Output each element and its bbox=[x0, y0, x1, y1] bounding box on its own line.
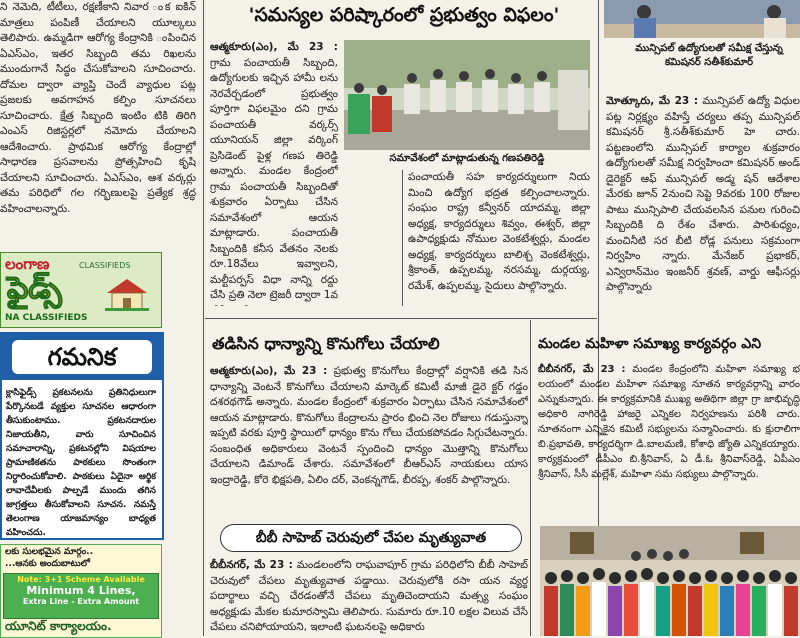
women-headline: మండల మహిళా సమాఖ్య కార్యవర్గం ఎని bbox=[538, 336, 762, 352]
rates-line1: లకు సులభమైన మార్గం.. bbox=[5, 547, 94, 557]
women-group-photo bbox=[540, 526, 800, 636]
main-dateline: ఆత్మకూరు(ఎం), మే 23 : bbox=[210, 41, 338, 53]
main-body-col1: గ్రామ పంచాయతీ సిబ్బంది, ఉద్యోగులకు ఇచ్చిన హామీ లను నెరవేర్చడంలో ప్రభుత్వం పూర్తిగా విఫలమైం దని గ్రామ పంచాయతీ వర్కర్స్ యూనియన్ జిల్లా వర్కింగ్ ప్రెసిడెంట్ పైళ్ల గణప తిరెడ్డి అన్నారు. మండల కేంద్రంలో గ్రామ పంచాయతీ సిబ్బందితో శుక్రవారం ఏర్పాటు చేసిన సమావేశంలో ఆయన మాట్లాడారు. పంచాయతీ సిబ్బందికి కనీస వేతనం నెలకు రూ.18వేలు ఇవ్వాలని, మల్టీపర్పస్ విధా నాన్ని రద్దు చేసి ప్రతి నెలా ట్రెజరీ ద్వారా 1వ bbox=[210, 56, 338, 301]
notice-title: గమనిక bbox=[12, 340, 152, 374]
grain-headline: తడిసిన ధాన్యాన్ని కొనుగోలు చేయాలి bbox=[212, 334, 440, 353]
fish-article bbox=[210, 558, 528, 636]
rates-note-box bbox=[3, 573, 159, 619]
column-divider bbox=[402, 170, 403, 306]
column-divider bbox=[203, 0, 204, 636]
rates-note: Note: 3+1 Scheme Available bbox=[17, 575, 145, 584]
fish-dateline: బీబీనగర్, మే 23 : bbox=[210, 559, 293, 571]
commissioner-article bbox=[606, 94, 800, 320]
main-body-col2: పంచాయతీ సహ కార్యదర్శులుగా నియ మించి ఉద్యోగ భద్రత కల్పించాలన్నారు. సంఘం రాష్ట్ర కన్వీనర్ యాదమ్మ, జిల్లా అధ్యక్ష, కార్యదర్శులు శివ్వం, ఈశ్వర్, జిల్లా ఉపాధ్యక్షుడు నోముల వెంకటేశ్వర్లు, మండల అధ్యక్ష, కార్యదర్శులు బాలిశ్చ వెంకటేశ్వర్లు, శ్రీకాంత్, ఉప్పలమ్మ, నరసమ్మ, దుర్గయ్య, రమేశ్, ఉప్పలమ్మ, సైదులు పాల్గొన్నారు. bbox=[408, 171, 590, 292]
women-article bbox=[538, 362, 800, 522]
rates-line2: ...ఆనకు అందుబాటులో bbox=[5, 559, 90, 569]
house-icon bbox=[105, 277, 149, 311]
main-headline: 'సమస్యల పరిష్కారంలో ప్రభుత్వం విఫలం' bbox=[248, 4, 560, 26]
women-body: మండల కేంద్రంలోని మహిళా సమాఖ్య భ లయంలో మండల మహిళా సమాఖ్య నూతన కార్యవర్గాన్ని వారం ఎన్నుకున్నారు. ఈ కార్యక్రమానికి ముఖ్య అతిథిగా జిల్లా గ్రా జాభివృద్ధి అధికారి నాగిరెడ్డి హాజరై ఎన్నికల నిర్వహణను పరిశీ చారు. నూతనంగా ఎన్నికైన కమిటీ సభ్యులను సన్మానించారు. కు క్షురాలిగా బి.ప్రభావతి, కార్యదర్శిగా డి.బాలమణి, కోశాధి జ్యోతి ఎన్నికయ్యారు. కార్యక్రమంలో డీపీఎం బి.శ్రీనివాస్, ఏ డీ.ఓ శ్రీనివాస్‌రెడ్డి, ఏపీఎం శ్రీనివాస్, సీసీ మల్లేశ్, మహిళా సమ సభ్యులు పాల్గొన్నారు. bbox=[538, 364, 800, 480]
left-column-paragraph: ని నెమెది, టీటీలు, రక్షణీకాని నివార ంక ఐకిన్ మాత్రలు పంపిణీ చేయాలని యూల్కలు తెలిపారు. ఉమ్మడిగా ఆరోగ్య కేంద్రానికి ంపించిన ఏఎస్‌ఎం, ఇతర సిబ్బంది తమ రిఖలను ముందుగానే సిద్ధం చేసుకోవాలని సూచించారు. దోమల ద్వారా వ్యాప్తి చెందే వ్యాధుల పట్ల ప్రజలకు అవగాహన కల్పిం సూచనలు సూచించారు. క్షేత్ర సిబ్బంది ఇంటిం టికి తిరిగి ఎంఎస్ రిజిస్టర్లలో నమోదు చేయాలని ఆదేశించారు. ప్రాథమిక ఆరోగ్య కేంద్రాల్లో సాధారణ ప్రసవాలను ప్రోత్సహించి కృషి చేయాలని సూచించారు. ఏఎస్‌ఎం, ఆశ వర్కర్లు తమ పరిధిలో గల గర్భిణులపై ప్రత్యేక శ్రద్ధ వహించాలన్నారు. bbox=[0, 1, 196, 215]
rates-min-lines: Minimum 4 Lines, bbox=[26, 584, 136, 597]
classifieds-brand-top: లంగాణ bbox=[5, 255, 50, 273]
fish-body: మండలంలోని రాఘవాపూర్ గ్రామ పరిధిలోని బీబీ సాహెబ్ చెరువులో చేపలు మృత్యువాత పడ్డాయి. చెరువులోకి రసా యన వ్యర్థ పదార్థాలు వచ్చి చేరడంతోనే చేపలు మృతిచెందాయని మత్స్య సంఘం అధ్యక్షుడు మేకల కుమారస్వామి తెలిపారు. సుమారు రూ.10 లక్షల విలువ చేసే చేపలు చనిపోయాయని, ఇలాంటి ఘటనలపై అధికారు bbox=[210, 559, 528, 633]
grain-dateline: ఆత్మకూరు(ఎం), మే 23 : bbox=[210, 365, 328, 377]
column-divider bbox=[530, 320, 531, 636]
notice-body: క్లాసిఫైడ్స్ ప్రకటనలను ప్రతినిధులుగా పేర్కొనబడే వ్యక్తుల సూచనల ఆధారంగా తీసుకుంటాము. ప్రకటనదారుల నిజాయతీని, వారు సూచించిన సమాచారాన్ని, ప్రకటనల్లోని విషయాల ప్రామాణికతను పాఠకులు సొంతంగా నిర్ధారించుకోవాలి. పాఠకులు ఏదైనా ఆర్థిక లావాదేవీలకు పాల్పడే ముందు తగిన జాగ్రత్తలు తీసుకోవాలని సూచన. నమస్తే తెలంగాణ యాజమాన్యం బాధ్యత వహించదు. bbox=[6, 388, 156, 538]
commissioner-body: మున్సిపల్ ఉద్యో విధుల పట్ల నిర్లక్ష్యం వహిస్తే చర్యలు తప్ప మున్సిపల్ కమిషనర్ శ్రీ.సతీశ్‌కుమార్ హె చారు. పట్టణంలోని మున్సిపల్ కార్యాల శుక్రవారం ఉద్యోగులతో సమీక్ష నిర్వహించా కమిషనర్ అండ్ డైరెక్టర్ ఆఫ్ మున్సిపల్ అడ్మ షన్ ఆదేశాల మేరకు జూన్ 2నుంచి సెప్టె 9వరకు 100 రోజుల పాటు మున్సిపాలి చేయవలసిన పనుల గురించి సిబ్బందికి ది రేశం చేశారు. పారిశుధ్యం, మంచినీటి సర బీటి రోడ్ల పనులు సక్రమంగా నిర్వహిం న్నారు. మేనేజర్ ప్రభాకర్, ఎన్విరాన్‌మెం ఇంజనీర్ శ్రవణ్, వార్డు ఆఫీసర్లు పాల్గొన్నారు bbox=[606, 95, 800, 293]
fish-headline: బీబీ సాహెబ్ చెరువులో చేపల మృత్యువాత bbox=[255, 530, 487, 546]
commissioner-photo bbox=[604, 0, 800, 38]
notice-ad bbox=[0, 332, 164, 540]
meeting-photo bbox=[344, 40, 590, 150]
section-divider bbox=[205, 318, 597, 319]
classifieds-brand-main: ఫైడ్స్ bbox=[7, 271, 62, 306]
women-dateline: బీబీనగర్, మే 23 : bbox=[538, 364, 626, 375]
main-photo-caption: సమావేశంలో మాట్లాడుతున్న గణపతిరెడ్డి bbox=[389, 153, 545, 164]
main-article-col1 bbox=[210, 40, 338, 306]
left-column-text bbox=[0, 0, 196, 246]
notice-title-band bbox=[2, 334, 162, 380]
classifieds-brand-small: CLASSIFIEDS bbox=[79, 261, 131, 270]
classifieds-ad bbox=[0, 252, 162, 328]
classifieds-brand-sub: NA CLASSIFIEDS bbox=[5, 313, 88, 323]
rates-extra: Extra Line - Extra Amount bbox=[22, 597, 140, 606]
commissioner-dateline: మోత్కూరు, మే 23 : bbox=[606, 95, 699, 107]
rates-ad bbox=[0, 544, 162, 638]
fish-headline-band bbox=[220, 524, 522, 552]
main-article-col2 bbox=[408, 170, 590, 306]
grain-body: ప్రభుత్వ కొనుగోలు కేంద్రాల్లో వర్షానికి తడి సిన ధాన్యాన్ని వెంటనే కొనుగోలు చేయాలని మార్కెట్ కమిటీ మాజీ డైరె క్టర్ గడ్డం దశరథగౌడ్ అన్నారు. మండల కేంద్రంలో శుక్రవారం ఏర్పాటు చేసిన సమావేశంలో ఆయన మాట్లాడారు. కొనుగోలు కేంద్రాలను ప్రారం భించి నెల రోజులు గడుస్తున్నా ఇప్పటి వరకు పూర్తి స్థాయిలో ధాన్యం కొను గోలు చేయకపోవడం సిగ్గుచేటన్నారు. సంబంధిత అధికారులు వెంటనే స్పందించి ధాన్యం మొత్తాన్ని కొనుగోలు చేయాలని డిమాండ్ చేశారు. సమావేశంలో బీఆర్‌ఎస్ నాయకులు యాస ఇంద్రారెడ్డి, కోరె భిక్షపతి, ఏలిం దర్, వెంకన్నగౌడ్, బీరప్ప, శంకర్ పాల్గొన్నారు. bbox=[210, 365, 528, 486]
grain-article bbox=[210, 364, 528, 514]
commissioner-caption: మున్సిపల్ ఉద్యోగులతో సమీక్ష చేస్తున్న కమిషనర్ సతీశ్‌కుమార్ bbox=[635, 43, 783, 68]
rates-footer: యూనిట్ కార్యాలయం. bbox=[5, 619, 112, 633]
